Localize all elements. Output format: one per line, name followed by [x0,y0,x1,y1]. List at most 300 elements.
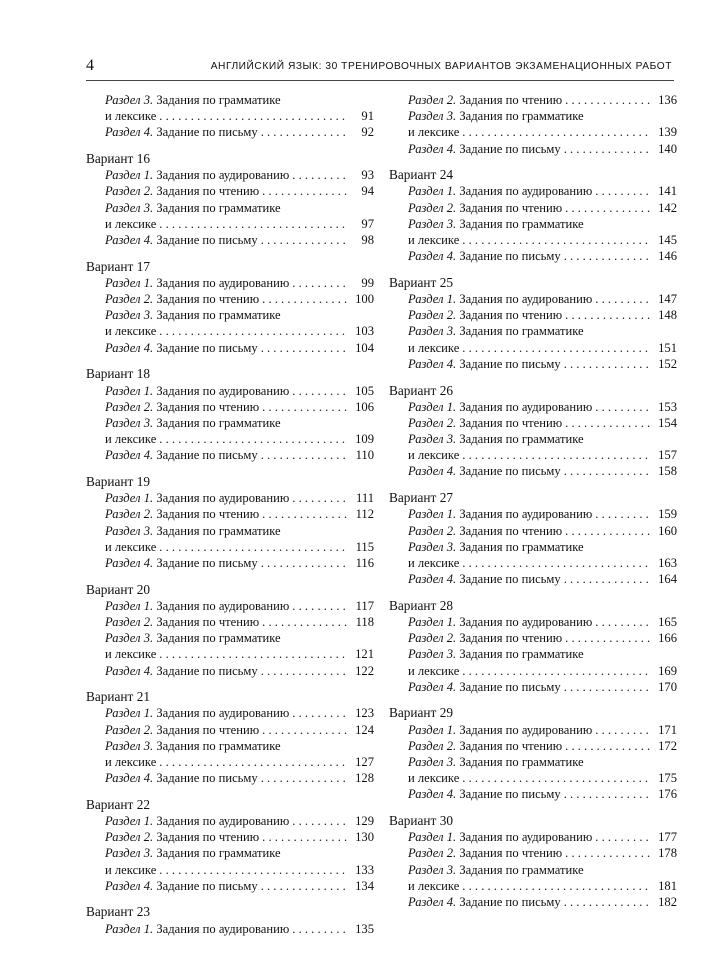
entry-title [105,598,289,614]
toc-entry-line [105,200,374,216]
dot-leader [292,383,349,399]
section-text-continued: и лексике [408,125,460,140]
section-text: Задание по письму [156,663,258,678]
section-label: Раздел 1. [105,706,154,721]
page-ref: 177 [658,830,677,845]
entry-title [105,663,258,679]
section-label: Раздел 3. [105,415,154,430]
page-ref: 129 [355,814,374,828]
toc-entry-line [105,878,374,894]
dot-leader [159,539,349,555]
toc-entry [86,447,374,463]
toc-entry-line [105,506,374,522]
page-ref: 142 [658,200,677,215]
toc-entry [86,845,374,877]
toc-entry-line [408,447,677,463]
toc-entry-line [105,307,374,323]
section-text-continued: и лексике [105,324,157,339]
variant-title: Вариант 29 [389,705,453,721]
section-text-continued: и лексике [105,539,157,554]
toc-entry [389,431,677,463]
section-text: Задания по чтению [156,614,260,629]
section-label: Раздел 3. [408,754,457,769]
entry-title [408,200,562,216]
entry-title [105,614,259,630]
variant-title: Вариант 17 [86,258,150,274]
section-label: Раздел 3. [105,308,154,323]
page-ref: 163 [658,555,677,570]
page-ref: 181 [658,878,677,893]
page-ref: 151 [658,340,677,355]
dot-leader [262,829,349,845]
toc-entry-line [408,614,677,630]
entry-title [105,829,259,845]
section-label: Раздел 4. [408,894,457,909]
page-ref: 175 [658,771,677,786]
variant-title: Вариант 24 [389,167,453,183]
dot-leader [565,845,652,861]
toc-entry-line [105,108,374,124]
section-label: Раздел 4. [105,233,154,247]
toc-entry-line [408,845,677,861]
dot-leader [262,183,349,199]
section-label: Раздел 4. [105,340,154,355]
section-text: Задания по чтению [459,523,563,538]
entry-title [105,506,259,522]
page-ref: 140 [658,141,677,156]
entry-title [408,216,584,232]
page-ref: 158 [658,464,677,479]
page-ref: 148 [658,308,677,323]
toc-entry-line [105,921,374,937]
dot-leader [262,722,349,738]
section-text: Задания по аудированию [459,399,593,414]
dot-leader [462,878,652,894]
toc-entry-line [105,813,374,829]
section-text: Задание по письму [459,679,561,694]
entry-title [408,571,561,587]
section-label: Раздел 2. [105,722,154,737]
section-text: Задания по грамматике [156,523,281,538]
section-text: Задание по письму [156,555,258,570]
section-label: Раздел 1. [105,168,154,183]
entry-title [408,862,584,878]
variant-title: Вариант 18 [86,366,150,382]
entry-title [105,92,281,108]
section-text-continued: и лексике [105,647,157,662]
entry-title [408,738,562,754]
toc-entry-line [105,216,374,232]
toc-entry [86,614,374,630]
section-label: Раздел 3. [105,523,154,538]
section-label: Раздел 4. [105,771,154,786]
dot-leader [261,555,349,571]
toc-entry-line [105,646,374,662]
section-text: Задания по аудированию [156,491,290,506]
dot-leader [595,614,652,630]
entry-title [408,754,584,770]
toc-entry-line [408,770,677,786]
toc-entry [389,183,677,199]
section-label: Раздел 1. [105,491,154,506]
entry-title [408,307,562,323]
toc-entry-line [105,630,374,646]
toc-entry-line [408,124,677,140]
dot-leader [262,614,349,630]
toc-entry-line [408,232,677,248]
dot-leader [159,646,349,662]
section-label: Раздел 4. [105,878,154,893]
dot-leader [565,307,652,323]
toc-entry-line [408,523,677,539]
dot-leader [595,829,652,845]
page-ref: 106 [355,399,374,414]
section-label: Раздел 1. [408,184,457,199]
toc-entry-line [408,786,677,802]
variant-title: Вариант 26 [389,382,453,398]
toc-entry-line [408,862,677,878]
page-ref: 169 [658,663,677,678]
section-label: Раздел 1. [408,507,457,522]
section-text-continued: и лексике [408,448,460,463]
entry-title [408,894,561,910]
variant-title: Вариант 30 [389,813,453,828]
toc-entry [86,663,374,679]
dot-leader [565,415,652,431]
toc-entry-line [105,275,374,291]
dot-leader [462,555,652,571]
running-title: АНГЛИЙСКИЙ ЯЗЫК: 30 ТРЕНИРОВОЧНЫХ ВАРИАНТОВ ЭКЗАМЕНАЦИОННЫХ РАБОТ [210,61,672,72]
page-ref: 154 [658,415,677,430]
section-text-continued: и лексике [105,109,157,124]
section-label: Раздел 2. [105,507,154,522]
section-text-continued: и лексике [408,771,460,786]
dot-leader [564,786,652,802]
toc-entry [389,845,677,861]
section-text: Задания по аудированию [459,507,593,522]
toc-entry [86,399,374,415]
section-text: Задания по чтению [156,507,260,522]
toc-variant [389,167,677,264]
toc-entry-line [408,340,677,356]
toc-entry [86,490,374,506]
entry-title [408,183,592,199]
section-label: Раздел 3. [105,631,154,646]
section-text: Задания по грамматике [156,308,281,323]
toc-entry-line [408,356,677,372]
section-label: Раздел 2. [408,93,457,107]
toc-entry [86,630,374,662]
section-label: Раздел 2. [408,846,457,861]
page-ref: 178 [658,846,677,861]
section-text-continued: и лексике [105,754,157,769]
section-label: Раздел 4. [408,679,457,694]
entry-title [105,845,281,861]
entry-title [408,506,592,522]
toc-entry-line [408,679,677,695]
section-text-continued: и лексике [105,432,157,447]
section-text: Задания по чтению [459,415,563,430]
entry-title [408,646,584,662]
section-text: Задания по грамматике [156,200,281,215]
section-text: Задания по грамматике [459,324,584,339]
toc-entry-line [408,415,677,431]
toc-entry-line [408,630,677,646]
toc-entry-line [105,291,374,307]
section-text-continued: и лексике [408,663,460,678]
toc-entry [86,813,374,829]
dot-leader [564,571,652,587]
toc-variant [389,705,677,802]
toc-entry [389,523,677,539]
page-ref: 171 [658,722,677,737]
toc-entry [86,921,374,937]
dot-leader [564,141,652,157]
dot-leader [595,722,652,738]
toc-entry-line [105,539,374,555]
section-label: Раздел 4. [408,249,457,264]
toc-entry [389,630,677,646]
entry-title [105,523,281,539]
toc-entry-line [105,754,374,770]
entry-title [105,813,289,829]
toc-entry-line [105,383,374,399]
dot-leader [462,770,652,786]
toc-entry-line [105,829,374,845]
toc-entry-line [105,845,374,861]
toc-variant [86,797,374,894]
toc-entry [86,415,374,447]
toc-entry [86,167,374,183]
toc-entry [86,275,374,291]
toc-variant [86,259,374,356]
entry-title [105,447,258,463]
page-ref: 157 [658,448,677,463]
toc-entry-line [105,183,374,199]
page-ref: 172 [658,738,677,753]
entry-title [105,167,289,183]
toc-entry-line [105,431,374,447]
toc-entry-line [105,323,374,339]
toc-column-left [86,92,374,947]
toc-entry [86,232,374,248]
page-ref: 121 [355,647,374,662]
page-ref: 100 [355,292,374,307]
toc-entry-line [408,248,677,264]
toc-entry-line [105,663,374,679]
section-label: Раздел 2. [105,830,154,845]
section-text: Задания по аудированию [156,814,290,828]
variant-title: Вариант 16 [86,151,150,167]
dot-leader [261,124,349,140]
dot-leader [261,770,349,786]
toc-variant [389,383,677,480]
entry-title [408,291,592,307]
dot-leader [261,663,349,679]
section-label: Раздел 3. [105,93,154,107]
section-text-continued: и лексике [408,340,460,355]
entry-title [105,705,289,721]
toc-entry [86,383,374,399]
toc-entry-line [105,490,374,506]
page-ref: 146 [658,249,677,264]
toc-entry-line [408,829,677,845]
dot-leader [159,862,349,878]
section-text: Задания по аудированию [459,830,593,845]
entry-title [105,291,259,307]
dot-leader [565,630,652,646]
toc-variant [86,904,374,936]
toc-entry [389,738,677,754]
toc-entry [389,786,677,802]
section-label: Раздел 1. [105,383,154,398]
page-ref: 117 [355,598,374,613]
entry-title [105,630,281,646]
toc-entry-line [408,754,677,770]
entry-title [105,555,258,571]
toc-entry-line [408,506,677,522]
section-label: Раздел 1. [105,921,154,936]
page-ref: 164 [658,572,677,587]
toc-entry [389,415,677,431]
section-label: Раздел 1. [105,598,154,613]
section-text-continued: и лексике [408,878,460,893]
toc-entry-line [105,598,374,614]
page-ref: 133 [355,862,374,877]
section-label: Раздел 4. [408,464,457,479]
toc-entry [389,141,677,157]
toc-entry [86,598,374,614]
entry-title [105,770,258,786]
section-text: Задания по грамматике [156,738,281,753]
entry-title [408,415,562,431]
variant-title: Вариант 23 [86,904,150,920]
toc-entry-line [408,878,677,894]
page-ref: 145 [658,233,677,247]
toc-entry [389,862,677,894]
section-label: Раздел 1. [408,830,457,845]
toc-entry [86,829,374,845]
toc-entry-line [105,167,374,183]
section-label: Раздел 2. [408,738,457,753]
toc-entry [389,754,677,786]
section-text-continued: и лексике [105,862,157,877]
toc-entry [86,555,374,571]
section-text: Задания по грамматике [459,432,584,447]
entry-title [105,183,259,199]
toc-entry [86,124,374,140]
page-ref: 176 [658,787,677,802]
toc-entry [389,539,677,571]
page-ref: 130 [355,830,374,845]
toc-entry [86,307,374,339]
section-text: Задания по аудированию [156,598,290,613]
toc-variant [86,474,374,571]
toc-entry-line [408,200,677,216]
section-text: Задание по письму [459,464,561,479]
toc-entry [86,506,374,522]
entry-title [105,490,289,506]
toc-entry-line [408,571,677,587]
page-ref: 105 [355,383,374,398]
section-label: Раздел 3. [408,109,457,124]
entry-title [408,829,592,845]
section-text-continued: и лексике [408,555,460,570]
variant-title: Вариант 25 [389,274,453,290]
dot-leader [595,506,652,522]
entry-title [408,92,562,108]
toc-entry [389,200,677,216]
entry-title [408,679,561,695]
page-ref: 127 [355,754,374,769]
dot-leader [565,523,652,539]
toc-entry-line [408,108,677,124]
section-label: Раздел 3. [408,432,457,447]
section-text: Задания по аудированию [459,184,593,199]
toc-entry [389,894,677,910]
entry-title [105,340,258,356]
entry-title [105,738,281,754]
toc-entry-line [105,399,374,415]
toc-entry [86,722,374,738]
entry-title [408,141,561,157]
section-text: Задание по письму [459,141,561,156]
toc-variant [86,689,374,786]
section-text: Задания по аудированию [459,614,593,629]
section-text: Задания по аудированию [459,292,593,307]
toc-variant [86,92,374,141]
variant-title: Вариант 19 [86,473,150,489]
section-label: Раздел 2. [408,415,457,430]
toc-entry [389,399,677,415]
dot-leader [564,248,652,264]
toc-entry-line [408,399,677,415]
toc-entry [389,679,677,695]
entry-title [408,630,562,646]
toc-entry [389,216,677,248]
toc-variant [389,490,677,587]
section-label: Раздел 2. [105,184,154,199]
section-label: Раздел 3. [105,738,154,753]
toc-column-right [389,92,677,921]
page-ref: 141 [658,184,677,199]
entry-title [408,845,562,861]
page-ref: 166 [658,631,677,646]
page-number: 4 [86,57,94,74]
dot-leader [292,921,349,937]
dot-leader [261,447,349,463]
section-label: Раздел 4. [105,125,154,140]
section-text: Задания по чтению [156,399,260,414]
page-ref: 147 [658,292,677,307]
toc-entry-line [105,555,374,571]
toc-entry [389,571,677,587]
entry-title [105,383,289,399]
toc-entry-line [408,323,677,339]
section-text: Задание по письму [156,125,258,140]
page-ref: 118 [355,614,374,629]
toc-entry [389,291,677,307]
toc-entry-line [105,232,374,248]
toc-variant [86,366,374,463]
page-ref: 165 [658,614,677,629]
toc-entry [86,770,374,786]
toc-entry-line [105,92,374,108]
dot-leader [159,754,349,770]
dot-leader [595,399,652,415]
section-label: Раздел 4. [105,663,154,678]
dot-leader [292,813,349,829]
